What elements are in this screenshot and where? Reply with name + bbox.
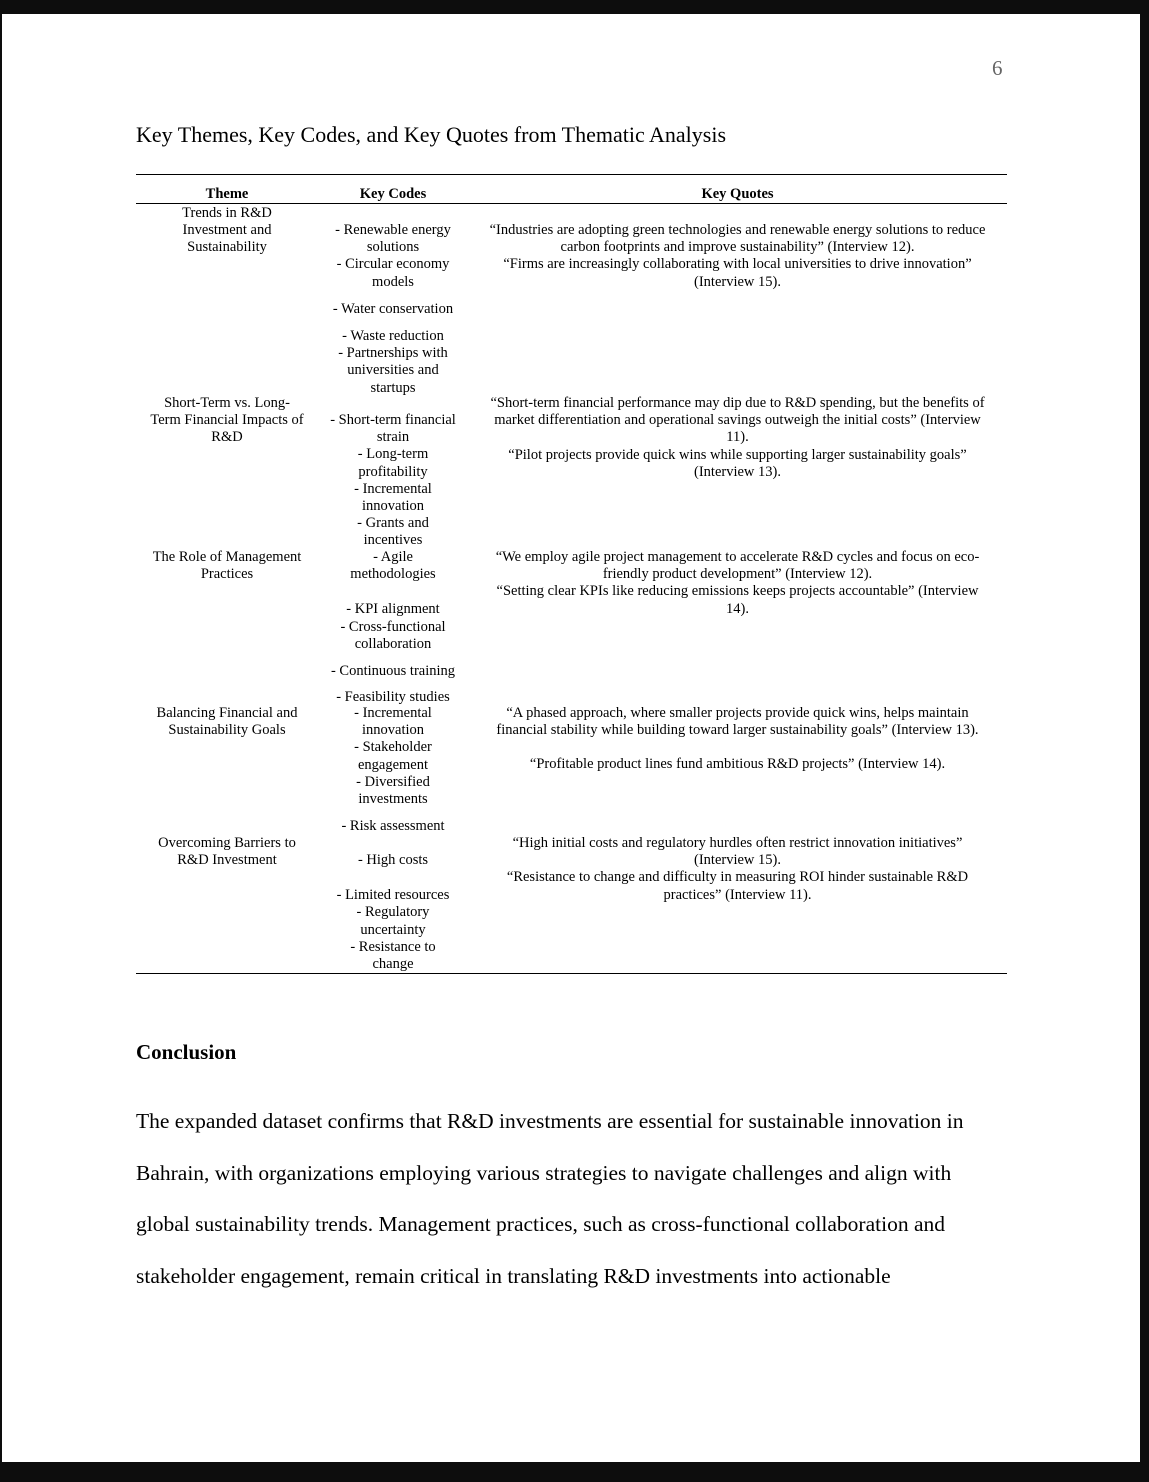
row-1-codes: - Renewable energy solutions - Circular economy models - Water conservation - Waste reduction - Partnerships with universities and startups [332, 222, 454, 396]
paragraph-line: The expanded dataset confirms that R&D investments are essential for sustainable innovation in [136, 1109, 964, 1133]
row-4-quotes: “A phased approach, where smaller projects provide quick wins, helps maintain financial stability while building toward larger sustainability goals” (Interview 13). “Profitable product lines fund ambitious R&D projects” (Interview 14). [496, 705, 979, 773]
row-1-theme: Trends in R&D Investment and Sustainability [182, 205, 272, 256]
row-3-quotes: “We employ agile project management to accelerate R&D cycles and focus on eco- friendly product development” (Interview 12). “Setting clear KPIs like reducing emissions keeps projects accountable” (Interview 14). [495, 549, 980, 617]
paragraph-line: stakeholder engagement, remain critical in translating R&D investments into actionable [136, 1263, 891, 1288]
row-4-codes: - Incremental innovation - Stakeholder engagement - Diversified investments - Risk assessment [341, 705, 445, 835]
paragraph-line: global sustainability trends. Management practices, such as cross-functional collaboration and [136, 1212, 946, 1236]
page-shadow [1140, 14, 1149, 1462]
row-2-theme: Short-Term vs. Long- Term Financial Impacts of R&D [150, 395, 304, 446]
conclusion-paragraph [136, 1096, 1016, 1302]
table-bottom-rule [136, 973, 1007, 974]
table-title: Key Themes, Key Codes, and Key Quotes from Thematic Analysis [136, 122, 727, 147]
row-2-codes: - Short-term financial strain - Long-term profitability - Incremental innovation - Grants and incentives [330, 412, 456, 549]
table-header-rule [136, 203, 1007, 204]
header-key-quotes: Key Quotes [701, 186, 774, 202]
row-5-theme: Overcoming Barriers to R&D Investment [158, 835, 296, 869]
header-theme: Theme [205, 186, 249, 202]
header-key-codes: Key Codes [359, 186, 427, 202]
page-number: 6 [992, 56, 1003, 80]
row-5-codes: - High costs - Limited resources - Regulatory uncertainty - Resistance to change [336, 852, 450, 973]
row-3-theme: The Role of Management Practices [152, 549, 302, 583]
row-3-codes: - Agile methodologies - KPI alignment - Cross-functional collaboration - Continuous training - Feasibility studies [330, 549, 456, 706]
conclusion-heading: Conclusion [136, 1040, 237, 1064]
row-2-quotes: “Short-term financial performance may dip due to R&D spending, but the benefits of market differentiation and operational savings outweigh the initial costs” (Interview 11). “Pilot projects provide quick wins while supporting larger sustainability goals” (Interview 13). [490, 395, 985, 480]
row-4-theme: Balancing Financial and Sustainability Goals [156, 705, 298, 739]
row-5-quotes: “High initial costs and regulatory hurdles often restrict innovation initiatives” (Interview 15). “Resistance to change and difficulty in measuring ROI hinder sustainable R&D practices” (Interview 11). [506, 835, 969, 903]
row-1-quotes: “Industries are adopting green technologies and renewable energy solutions to reduce carbon footprints and improve sustainability” (Interview 12). “Firms are increasingly collaborating with local universities to drive innovation” (Interview 15). [489, 222, 986, 290]
paragraph-line: Bahrain, with organizations employing various strategies to navigate challenges and align with [136, 1160, 952, 1185]
table-top-rule [136, 174, 1007, 175]
